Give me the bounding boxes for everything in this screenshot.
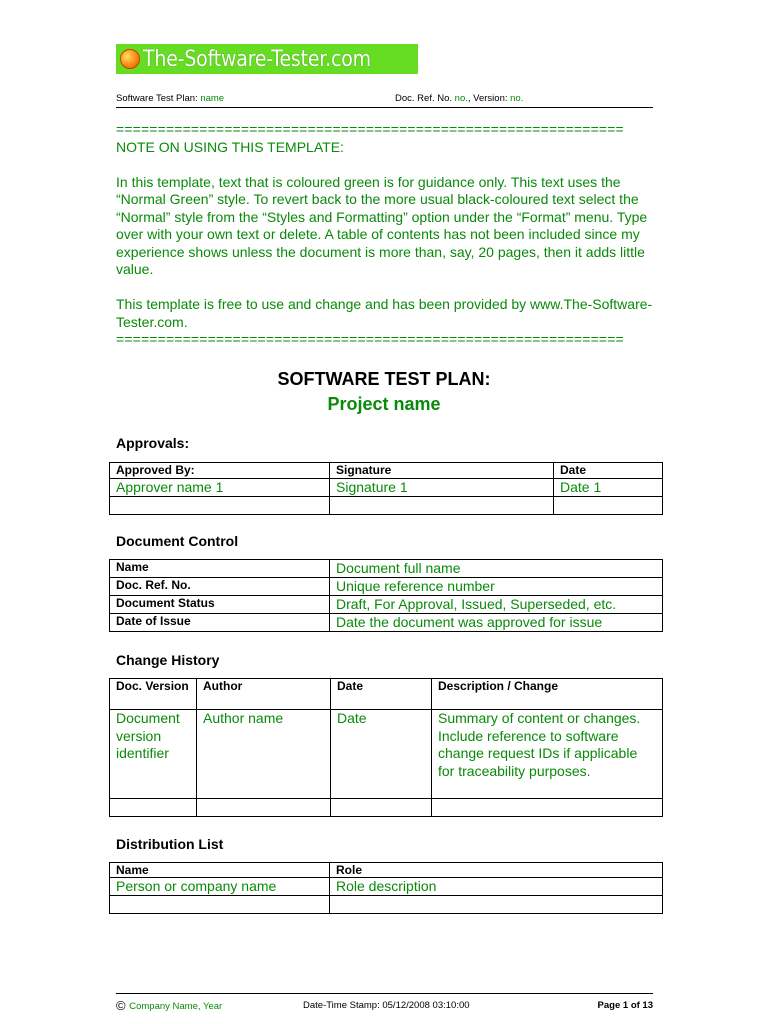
table-row: [110, 578, 663, 596]
dist-header-role: Role: [330, 863, 663, 878]
footer-company-name: Company Name, Year: [129, 1001, 223, 1012]
document-title: SOFTWARE TEST PLAN:: [277, 369, 491, 389]
signature-cell[interactable]: Signature 1: [330, 479, 554, 497]
doc-control-label: Date of Issue: [110, 614, 330, 632]
logo-text: The-Software-Tester.com: [143, 46, 371, 72]
change-history-table: [109, 678, 663, 817]
document-control-heading: Document Control: [116, 533, 239, 549]
site-logo: [116, 44, 418, 74]
ch-header-author: Author: [197, 679, 331, 710]
page-footer: [116, 993, 653, 1018]
table-row: [110, 710, 663, 799]
table-row-empty: [110, 497, 663, 515]
dist-role-cell[interactable]: Role description: [330, 878, 663, 896]
empty-cell[interactable]: [197, 799, 331, 817]
header-plan-value: name: [200, 93, 225, 104]
empty-cell[interactable]: [110, 799, 197, 817]
doc-control-value[interactable]: Date the document was approved for issue: [330, 614, 663, 632]
note-rule-bottom: =============================================================: [116, 331, 624, 347]
ch-author-cell[interactable]: Author name: [197, 710, 331, 799]
table-header-row: [110, 463, 663, 479]
empty-cell[interactable]: [432, 799, 663, 817]
dist-header-name: Name: [110, 863, 330, 878]
doc-control-value[interactable]: Unique reference number: [330, 578, 663, 596]
table-row: [110, 596, 663, 614]
note-paragraph-1: In this template, text that is coloured green is for guidance only. This text uses the “Normal Green” style. To revert back to the more usual black-coloured text select the “Normal” style from the “Styles and Formatting” option under the “Format” menu. Type over with your own text or delete. A table of contents has not been included since my experience shows unless the document is more than, say, 20 pages, then it adds little value.: [116, 173, 648, 277]
change-history-heading: Change History: [116, 652, 220, 668]
header-docref-value: no.: [454, 93, 468, 104]
approvals-heading: Approvals:: [116, 435, 190, 451]
doc-control-label: Document Status: [110, 596, 330, 614]
document-control-table: [109, 559, 663, 632]
header-plan: [116, 93, 224, 104]
template-note: [116, 121, 656, 349]
ch-date-cell[interactable]: Date: [331, 710, 432, 799]
project-name: Project name: [327, 394, 441, 414]
logo-ball-icon: [120, 49, 140, 69]
table-row-empty: [110, 799, 663, 817]
note-paragraph-2: This template is free to use and change and has been provided by www.The-Software-Tester.com.: [116, 296, 653, 330]
footer-timestamp: Date-Time Stamp: 05/12/2008 03:10:00: [303, 1000, 470, 1011]
doc-control-label: Name: [110, 560, 330, 578]
doc-control-label: Doc. Ref. No.: [110, 578, 330, 596]
ch-header-version: Doc. Version: [110, 679, 197, 710]
table-header-row: [110, 679, 663, 710]
empty-cell[interactable]: [330, 896, 663, 914]
header-docref-label: Doc. Ref. No.: [395, 93, 455, 104]
approvals-header-signature: Signature: [330, 463, 554, 479]
empty-cell[interactable]: [110, 497, 330, 515]
ch-header-description: Description / Change: [432, 679, 663, 710]
approvals-header-date: Date: [554, 463, 663, 479]
empty-cell[interactable]: [331, 799, 432, 817]
approver-name-cell[interactable]: Approver name 1: [110, 479, 330, 497]
header-version-label: , Version:: [467, 93, 511, 104]
ch-description-cell[interactable]: Summary of content or changes. Include reference to software change request IDs if applicable for traceability purposes.: [432, 710, 663, 799]
doc-control-value[interactable]: Draft, For Approval, Issued, Superseded, etc.: [330, 596, 663, 614]
header-docref: [395, 93, 523, 104]
ch-version-cell[interactable]: Document version identifier: [110, 710, 197, 799]
table-header-row: [110, 863, 663, 878]
distribution-table: [109, 862, 663, 914]
table-row: [110, 614, 663, 632]
distribution-list-heading: Distribution List: [116, 836, 224, 852]
empty-cell[interactable]: [554, 497, 663, 515]
empty-cell[interactable]: [110, 896, 330, 914]
header-plan-label: Software Test Plan:: [116, 93, 201, 104]
footer-page-number: Page 1 of 13: [597, 1000, 653, 1011]
table-row: [110, 479, 663, 497]
dist-name-cell[interactable]: Person or company name: [110, 878, 330, 896]
header-version-value: no.: [510, 93, 524, 104]
date-cell[interactable]: Date 1: [554, 479, 663, 497]
table-row: [110, 560, 663, 578]
approvals-table: [109, 462, 663, 515]
empty-cell[interactable]: [330, 497, 554, 515]
page-header: [116, 93, 653, 108]
note-rule-top: =============================================================: [116, 121, 624, 137]
note-heading: NOTE ON USING THIS TEMPLATE:: [116, 138, 344, 155]
footer-company: [116, 998, 222, 1013]
table-row-empty: [110, 896, 663, 914]
table-row: [110, 878, 663, 896]
approvals-header-approved-by: Approved By:: [110, 463, 330, 479]
copyright-icon: ©: [116, 998, 126, 1013]
ch-header-date: Date: [331, 679, 432, 710]
doc-control-value[interactable]: Document full name: [330, 560, 663, 578]
